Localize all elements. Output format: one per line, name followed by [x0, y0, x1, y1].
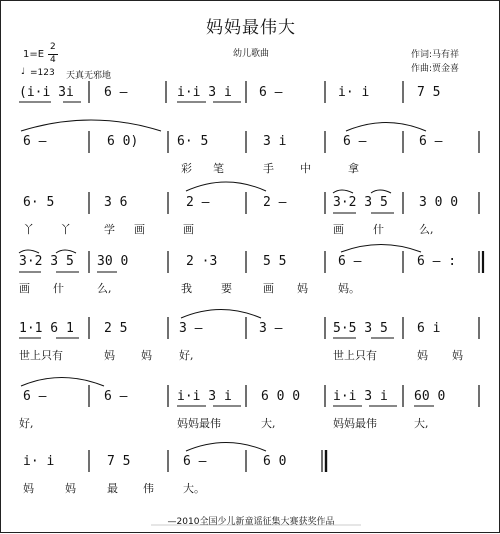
lyric-text: 学 — [104, 223, 115, 236]
song-subtitle: 幼儿歌曲 — [232, 49, 269, 59]
song-title: 妈妈最伟大 — [206, 18, 296, 38]
lyric-text: 伟 — [143, 482, 154, 495]
lyric-text: 妈。 — [338, 282, 360, 295]
notation-measure: 6 – — [343, 134, 367, 149]
lyric-text: 世上只有 — [333, 349, 377, 362]
notation-measure: 3·2 3 5 — [19, 254, 74, 269]
notation-measure: i· i — [338, 85, 370, 100]
notation-measure: 2 – — [186, 195, 210, 210]
notation-measure: i·i 3 i — [177, 85, 232, 100]
lyric-text: 我 — [181, 282, 192, 295]
notation-measure: 6 – — [23, 134, 47, 149]
lyric-text: 大。 — [183, 482, 205, 495]
notation-measure: 3 0 0 — [419, 195, 459, 210]
notation-measure: 6· 5 — [177, 134, 209, 149]
notation-measure: 6 0) — [107, 134, 139, 149]
lyric-text: 好, — [19, 417, 34, 430]
notation-measure: 5 5 — [263, 254, 287, 269]
lyric-text: 拿 — [348, 162, 359, 175]
lyric-text: 世上只有 — [19, 349, 63, 362]
notation-measure: 6· 5 — [23, 195, 55, 210]
lyric-text: 什 — [373, 223, 384, 236]
notation-measure: i·i 3 i — [177, 389, 232, 404]
lyric-text: 妈 — [65, 482, 76, 495]
lyric-text: 妈 — [104, 349, 115, 362]
notation-measure: 3 i — [263, 134, 287, 149]
lyric-text: 画 — [333, 223, 344, 236]
notation-measure: 6 – — [104, 389, 128, 404]
lyric-text: 妈妈最伟 — [177, 417, 221, 430]
notation-measure: (i·i 3i — [19, 85, 74, 100]
notation-measure: 6 – — [419, 134, 443, 149]
lyric-text: 么, — [97, 282, 112, 295]
notation-measure: 3 – — [179, 321, 203, 336]
quarter-note-icon: ♩ — [21, 67, 26, 77]
notation-measure: 6 – — [104, 85, 128, 100]
notation-measure: 2 – — [263, 195, 287, 210]
notation-measure: 6 0 0 — [261, 389, 301, 404]
lyric-text: 画 — [134, 223, 145, 236]
lyric-text: 妈 — [23, 482, 34, 495]
notation-measure: 30 0 — [97, 254, 129, 269]
lyric-text: 好, — [179, 349, 194, 362]
footer-note: —2010全国少儿新童谣征集大赛获奖作品 — [167, 517, 335, 527]
lyric-text: 妈 — [141, 349, 152, 362]
notation-measure: i· i — [23, 454, 55, 469]
notation-measure: 60 0 — [414, 389, 446, 404]
lyric-text: 彩 — [181, 162, 192, 175]
notation-measure: 6 – — [183, 454, 207, 469]
time-signature-top: 2 — [50, 42, 56, 52]
lyric-text: 中 — [300, 162, 311, 175]
lyric-text: 画 — [263, 282, 274, 295]
lyric-text: 丫 — [23, 223, 34, 236]
notation-measure: 6 – — [23, 389, 47, 404]
lyric-text: 什 — [53, 282, 64, 295]
notation-measure: 7 5 — [107, 454, 131, 469]
notation-measure: i·i 3 i — [333, 389, 388, 404]
lyric-text: 妈妈最伟 — [333, 417, 377, 430]
lyric-text: 大, — [414, 417, 429, 430]
expression-marking: 天真无邪地 — [66, 71, 112, 81]
notation-measure: 6 0 — [263, 454, 287, 469]
notation-measure: 6 – — [338, 254, 362, 269]
score-lines — [1, 1, 500, 534]
lyric-text: 要 — [221, 282, 232, 295]
notation-measure: 6 i — [417, 321, 441, 336]
notation-measure: 3 – — [259, 321, 283, 336]
lyric-text: 么, — [419, 223, 434, 236]
notation-measure: 6 – — [259, 85, 283, 100]
notation-measure: 3·2 3 5 — [333, 195, 388, 210]
lyric-text: 丫 — [60, 223, 71, 236]
notation-measure: 1·1 6 1 — [19, 321, 74, 336]
key-signature: 1=E — [23, 49, 45, 60]
tempo-marking: =123 — [30, 68, 55, 78]
lyric-text: 妈 — [452, 349, 463, 362]
lyric-text: 画 — [183, 223, 194, 236]
time-signature-bottom: 4 — [50, 55, 56, 65]
notation-measure: 6 – : — [417, 254, 457, 269]
composer-credit: 作曲:贾金喜 — [411, 64, 460, 74]
notation-measure: 2 ·3 — [186, 254, 218, 269]
lyric-text: 手 — [263, 162, 274, 175]
lyric-text: 笔 — [213, 162, 224, 175]
lyricist-credit: 作词:马有祥 — [411, 50, 460, 60]
lyric-text: 最 — [107, 482, 118, 495]
notation-measure: 5·5 3 5 — [333, 321, 388, 336]
lyric-text: 妈 — [417, 349, 428, 362]
notation-measure: 2 5 — [104, 321, 128, 336]
notation-measure: 7 5 — [417, 85, 441, 100]
lyric-text: 画 — [19, 282, 30, 295]
lyric-text: 大, — [261, 417, 276, 430]
lyric-text: 妈 — [297, 282, 308, 295]
notation-measure: 3 6 — [104, 195, 128, 210]
